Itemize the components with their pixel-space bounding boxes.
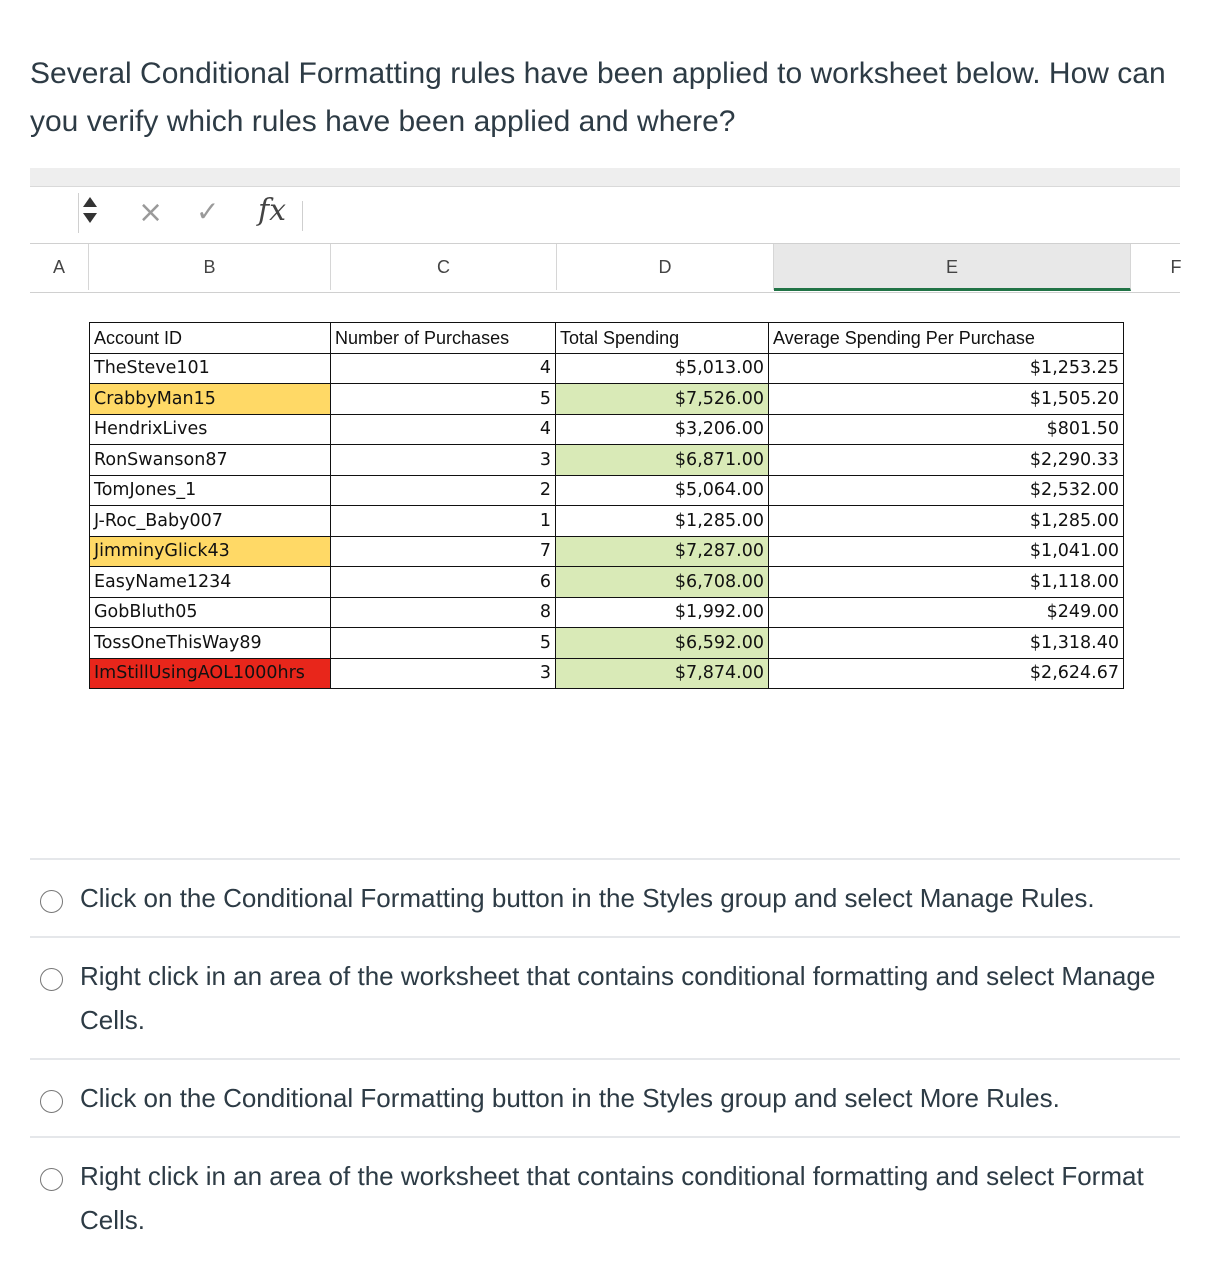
cell-average-spending[interactable]: $1,041.00: [769, 536, 1124, 567]
column-headers: [30, 244, 1180, 293]
ribbon-edge: [30, 168, 1180, 187]
cell-total-spending[interactable]: $7,287.00: [556, 536, 769, 567]
cell-account-id[interactable]: ImStillUsingAOL1000hrs: [90, 658, 331, 689]
cell-account-id[interactable]: TomJones_1: [90, 475, 331, 506]
column-header-d[interactable]: D: [557, 244, 774, 290]
cell-number-of-purchases[interactable]: 4: [331, 353, 556, 384]
cell-number-of-purchases[interactable]: 3: [331, 445, 556, 476]
answer-options: [30, 858, 1180, 1258]
answer-option[interactable]: [30, 1136, 1180, 1258]
cell-number-of-purchases[interactable]: 2: [331, 475, 556, 506]
cell-total-spending[interactable]: $3,206.00: [556, 414, 769, 445]
cell-total-spending[interactable]: $7,526.00: [556, 384, 769, 415]
answer-option-label: Click on the Conditional Formatting button in the Styles group and select Manage Rules.: [80, 883, 1095, 913]
answer-option-label: Click on the Conditional Formatting button in the Styles group and select More Rules.: [80, 1083, 1060, 1113]
name-box[interactable]: [30, 193, 79, 233]
header-account-id[interactable]: Account ID: [90, 323, 331, 354]
answer-option[interactable]: [30, 858, 1180, 936]
answer-option[interactable]: [30, 936, 1180, 1058]
up-arrow-icon[interactable]: [83, 197, 97, 207]
cell-total-spending[interactable]: $6,592.00: [556, 628, 769, 659]
cell-total-spending[interactable]: $1,992.00: [556, 597, 769, 628]
cell-number-of-purchases[interactable]: 1: [331, 506, 556, 537]
cell-average-spending[interactable]: $2,532.00: [769, 475, 1124, 506]
cell-number-of-purchases[interactable]: 4: [331, 414, 556, 445]
formula-bar-divider: [302, 201, 303, 231]
table-row: [90, 536, 1124, 567]
down-arrow-icon[interactable]: [83, 213, 97, 223]
column-header-a[interactable]: A: [30, 244, 89, 290]
cell-average-spending[interactable]: $2,290.33: [769, 445, 1124, 476]
cell-number-of-purchases[interactable]: 6: [331, 567, 556, 598]
header-average-spending[interactable]: Average Spending Per Purchase: [769, 323, 1124, 354]
table-header-row: [90, 323, 1124, 354]
question-text: Several Conditional Formatting rules have been applied to worksheet below. How can you verify which rules have been applied and where?: [30, 57, 1166, 138]
cell-account-id[interactable]: TossOneThisWay89: [90, 628, 331, 659]
header-total-spending[interactable]: Total Spending: [556, 323, 769, 354]
table-row: [90, 475, 1124, 506]
radio-button[interactable]: [40, 1090, 63, 1113]
cell-account-id[interactable]: J-Roc_Baby007: [90, 506, 331, 537]
cell-average-spending[interactable]: $1,318.40: [769, 628, 1124, 659]
cell-average-spending[interactable]: $1,285.00: [769, 506, 1124, 537]
cell-account-id[interactable]: EasyName1234: [90, 567, 331, 598]
cell-number-of-purchases[interactable]: 7: [331, 536, 556, 567]
cell-total-spending[interactable]: $6,871.00: [556, 445, 769, 476]
table-row: [90, 567, 1124, 598]
table-row: [90, 597, 1124, 628]
cell-total-spending[interactable]: $5,064.00: [556, 475, 769, 506]
data-table: [89, 322, 1124, 689]
answer-option-label: Right click in an area of the worksheet that contains conditional formatting and select Format Cells.: [80, 1161, 1144, 1235]
cell-number-of-purchases[interactable]: 5: [331, 628, 556, 659]
header-number-of-purchases[interactable]: Number of Purchases: [331, 323, 556, 354]
radio-button[interactable]: [40, 890, 63, 913]
formula-bar: [30, 187, 1180, 244]
cell-average-spending[interactable]: $801.50: [769, 414, 1124, 445]
spreadsheet-screenshot: [30, 168, 1180, 728]
cell-account-id[interactable]: TheSteve101: [90, 353, 331, 384]
cell-number-of-purchases[interactable]: 3: [331, 658, 556, 689]
table-row: [90, 445, 1124, 476]
name-box-stepper[interactable]: [82, 197, 98, 233]
column-header-f[interactable]: F: [1170, 257, 1182, 277]
cell-account-id[interactable]: CrabbyMan15: [90, 384, 331, 415]
column-header-b[interactable]: B: [89, 244, 331, 290]
cell-average-spending[interactable]: $1,253.25: [769, 353, 1124, 384]
cell-account-id[interactable]: GobBluth05: [90, 597, 331, 628]
radio-button[interactable]: [40, 1168, 63, 1191]
cancel-icon[interactable]: ×: [138, 195, 164, 230]
table-row: [90, 353, 1124, 384]
answer-option-label: Right click in an area of the worksheet that contains conditional formatting and select Manage Cells.: [80, 961, 1156, 1035]
cell-total-spending[interactable]: $6,708.00: [556, 567, 769, 598]
table-row: [90, 414, 1124, 445]
cell-average-spending[interactable]: $249.00: [769, 597, 1124, 628]
table-row: [90, 658, 1124, 689]
enter-check-icon[interactable]: ✓: [196, 195, 220, 228]
column-header-e[interactable]: E: [774, 244, 1131, 291]
table-row: [90, 384, 1124, 415]
cell-account-id[interactable]: RonSwanson87: [90, 445, 331, 476]
insert-function-icon[interactable]: fx: [258, 193, 287, 228]
column-header-c[interactable]: C: [331, 244, 557, 290]
cell-number-of-purchases[interactable]: 5: [331, 384, 556, 415]
table-row: [90, 506, 1124, 537]
cell-account-id[interactable]: JimminyGlick43: [90, 536, 331, 567]
cell-total-spending[interactable]: $1,285.00: [556, 506, 769, 537]
answer-option[interactable]: [30, 1058, 1180, 1136]
cell-average-spending[interactable]: $1,118.00: [769, 567, 1124, 598]
table-row: [90, 628, 1124, 659]
cell-account-id[interactable]: HendrixLives: [90, 414, 331, 445]
cell-number-of-purchases[interactable]: 8: [331, 597, 556, 628]
radio-button[interactable]: [40, 968, 63, 991]
cell-average-spending[interactable]: $2,624.67: [769, 658, 1124, 689]
cell-total-spending[interactable]: $7,874.00: [556, 658, 769, 689]
cell-average-spending[interactable]: $1,505.20: [769, 384, 1124, 415]
cell-total-spending[interactable]: $5,013.00: [556, 353, 769, 384]
